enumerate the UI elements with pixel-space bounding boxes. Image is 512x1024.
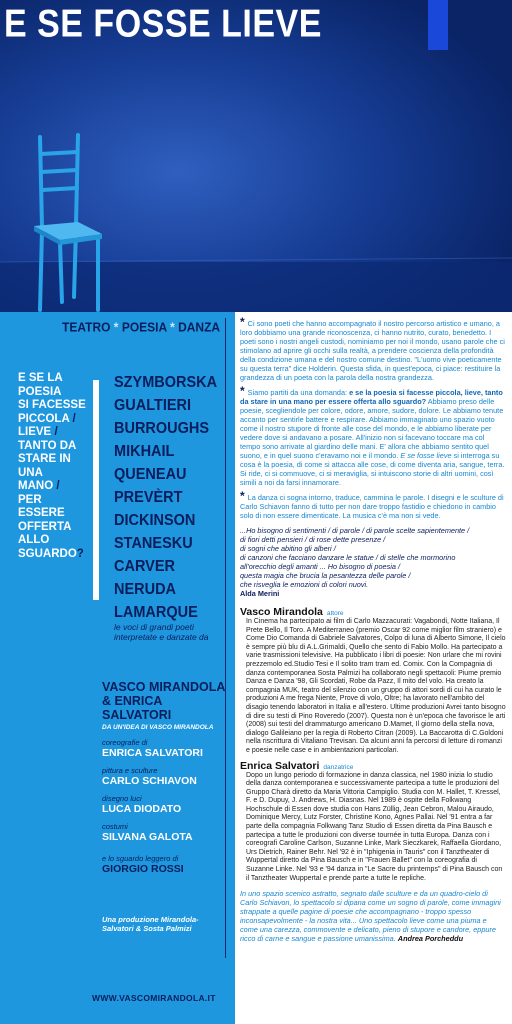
question-line: TANTO DA [18,439,77,452]
poet-name: CARVER [114,558,175,576]
poet-name: QUENEAU [114,466,187,484]
question-line: MANO / [18,480,60,492]
poem-line: ...Ho bisogno di sentimenti / di parole / di parole scelte sapientemente / [240,526,470,535]
asterisk-icon: * [240,489,245,503]
chair-icon [30,132,106,312]
poem-excerpt [240,526,506,598]
asterisk-icon: * [240,315,245,329]
credits-block [102,680,227,875]
production-credit: Una produzione Mirandola-Salvatori & Sosta Palmizi [102,915,199,933]
poem-line: di fiori detti pensieri / di rose dette presenze / [240,535,386,544]
performer-name: & ENRICA SALVATORI [102,694,172,722]
poet-name: NERUDA [114,581,177,599]
tagline [62,319,220,334]
question-line: E SE LA POESIA [18,372,63,398]
intro-paragraph: * Ci sono poeti che hanno accompagnato il nostro percorso artistico e umano, a loro dobbiamo una grande riconoscenza, ci hanno nutrito, curato, benedetto. I poeti sono i nostri angeli custodi, nominiamo per noi il mondo, usano parole che ci stimolano ad aprire gli occhi sulla realtà, a prendere coscienza della profondità della condizione umana e del nostro comune destino. "L'uomo vive poeticamente su questa terra" dice Holderin. Questa sfida, in quest'epoca, ci piace: restituire la grandezza di un poeta con la parola della nostra grandezza. [240,315,505,382]
poem-line: questa magia che brucia la pesantezza delle parole / [240,571,411,580]
page-title: E SE FOSSE LIEVE [4,2,322,46]
bio-text: Dopo un lungo periodo di formazione in danza classica, nel 1980 inizia lo studio della danza contemporanea e successivamente partecipa a tutte le produzioni del Gruppo Charà diretto da Maria Vittoria Campiglio. Studia con M. Hallet, T. Kressel, F. e D. Dupuy, J. Andrews, H. Diasnas. Nel 1989 è ospite della Folkwang Hochschule di Essen dove studia con Hans Züllig, Jean Cebron, Malou Airaudo, Dominique Mercy, Lutz Forster, Christine Kono, Agnes Pallai. Nel '91 entra a far parte della compagnia Folkwang Tanz Studio di Essen diretta da Pina Bausch e partecipa a tutte le produzioni con diverse tournée in tutta Europa. Danza con i coreografi Caroline Carlson, Suzanne Linke, Mark Sieczkarek, Raffaella Giordano, Urs Dietrich, Rainer Behr. Nel '92 è in "Iphigenia in Tauris" con il Tanztheater di Wuppertal diretto da Pina Bausch e in "Frauen Ballet" con la coreografia di Suzanne Linke. Nel '93 e '94 danza in "Le Sacre du printemps" di Pina Bausch con il Tanztheater Wuppertal e prende parte a tutte le repliche. [246,771,503,882]
right-column [240,315,506,944]
poem-line: di canzoni che facciano danzare le statue / di stelle che mormorino [240,553,456,562]
review-quote: In uno spazio scenico astratto, segnato dalle sculture e da un quadro-cielo di Carlo Schiavon, lo spettacolo si dipana come un sogno di parole, come immagini strappate a quelle pagine di poesie che accompagnano - troppo spesso inconsapevolmente - la nostra vita... Uno spettacolo lieve come una piuma e come una carezza, commovente e delicato, pieno di stupore e candore, eppure ricco di carne e sangue e passione umanissima. Andrea Porcheddu [240,889,501,944]
idea-credit: DA UN'IDEA DI VASCO MIRANDOLA [102,724,214,731]
poet-name: DICKINSON [114,512,196,530]
white-strip [93,380,99,600]
poet-name: SZYMBORSKA [114,374,218,392]
bio-heading: Enrica Salvatori danzatrice [240,759,354,772]
credit-role: pittura e sculture [102,766,158,775]
question-line: SGUARDO? [18,547,84,560]
poet-name: PREVÈRT [114,489,183,507]
question-line: PICCOLA / [18,412,76,425]
question-line: SI FACESSE [18,399,86,411]
website-link[interactable]: WWW.VASCOMIRANDOLA.IT [92,993,216,1003]
dance-paragraph: * La danza ci sogna intorno, traduce, cammina le parole. I disegni e le sculture di Carlo Schiavon fanno di tutto per non dare troppo fastidio e chiedono in cambio solo di non essere dimenticate. La musica c'è ma non si vede. [240,489,504,520]
poet-name: MIKHAIL [114,443,175,461]
bio-heading: Vasco Mirandola attore [240,606,344,618]
star-icon: * [113,319,119,335]
poem-author: Alda Merini [240,589,280,598]
credit-role: coreografie di [102,738,148,747]
credit-role: costumi [102,822,128,831]
credit-name: LUCA DIODATO [102,803,182,815]
credit-name: GIORGIO ROSSI [102,863,184,875]
poem-line: che risveglia le emozioni di colori nuovi. [240,580,369,589]
performer-name: VASCO MIRANDOLA [102,680,226,694]
poet-name: GUALTIERI [114,397,192,415]
poet-name: LAMARQUE [114,604,198,622]
tagline-poetry: POESIA [121,319,167,335]
tagline-theatre: TEATRO [62,319,111,335]
star-icon: * [170,319,175,335]
credit-name: ENRICA SALVATORI [102,747,203,759]
question-line: LIEVE / [18,426,58,438]
credit-name: CARLO SCHIAVON [102,775,197,787]
hero-photo [0,0,512,312]
poet-name: STANESKU [114,535,193,553]
voices-caption: le voci di grandi poeti interpretate e danzate da [114,622,209,642]
tagline-dance: DANZA [178,319,221,335]
poet-name: BURROUGHS [114,420,210,438]
question-block [18,372,90,561]
poem-line: di sogni che abitino gli alberi / [240,544,336,553]
poem-line: all'orecchio degli amanti ... Ho bisogno di poesia / [240,562,400,571]
accent-bar [428,0,448,50]
credit-name: SILVANA GALOTA [102,831,193,843]
question-line: PER ESSERE [18,493,65,519]
credit-role: e lo sguardo leggero di [102,854,179,863]
bio-text: In Cinema ha partecipato ai film di Carlo Mazzacurati: Vagabondi, Notte Italiana, Il Prete Bello, Il Toro. A Mediterraneo (premio Oscar 92 come miglior film straniero) e Come Dio Comanda di Gabriele Salvatores, Colpo di luna di Alberto Simone, Il cielo è sempre più blu di A.L.Grimaldi, Quello che sento di Fabio Mollo. Ha partecipato a varie trasmissioni televisive. Ha pubblicato i libri di poesie: Non urlare che mi rovini prezzemolo ed.Studio Tesi e Il solito tram tram ed. Comix. Con la Compagnia di danza contemporanea Sosta Palmizi ha collaborato negli spettacoli: Piume premio Danza e Danza '98, Gli Scordati, Robe da Pazz, Il mito del volo. Ha creato la compagnia MUK, teatro del silenzio con un gruppo di attori sordi di cui ha curato le produzioni A me frega Niente, Prove di volo, Oltre; ha lavorato nell'ambito del disagio tenendo laboratori in Italia e all'estero. Ultime produzioni Avrei tanto bisogno di dire su testi di Pino Roveredo (2007). Questa non è un'epoca che favorisce le arti (2008) sui testi del drammaturgo americano D.Mamet, Il giorno della stella nova, dialogo Galileiano per la regia di Roberto Citran (2009). La Baccarotta di C.Goldoni nella riscrittura di Vitaliano Trevisan. Da alcuni anni fa percorsi di letture di romanzi e poesie nelle case e in ambientazioni particolari. [246,618,506,754]
poets-list [114,372,217,625]
question-line: OFFERTA ALLO [18,520,72,546]
intent-paragraph: * Siamo partiti da una domanda: e se la poesia si facesse piccola, lieve, tanto da stare in una mano per essere offerta allo sguardo? Abbiamo preso delle poesie, scegliendole per colore, odore, amore, sudore, dolore. Le abbiamo tenute accanto per sentirle battere e respirare. Abbiamo immaginato uno spazio vuoto come il nostro stupore di fronte alle cose del mondo, e le abbiamo liberate per vedere dove si andavano a posare. All'inizio non si facevano toccare ma col tempo sono arrivate al giardino delle mani. E' allora che abbiamo sentito quel suono, e in quel suono c'eravamo noi e il mondo. E se fosse lieve si interroga su cosa è la poesia, di come si attacca alle cose, di come diventa aria, sangue, terra. Si ride, ci si commuove, ci si meraviglia, si intuiscono storie di altri uomini, così simili a noi da farsi innamorare. [240,384,505,487]
question-line: STARE IN UNA [18,453,71,479]
credit-role: disegno luci [102,794,142,803]
asterisk-icon: * [240,384,245,398]
